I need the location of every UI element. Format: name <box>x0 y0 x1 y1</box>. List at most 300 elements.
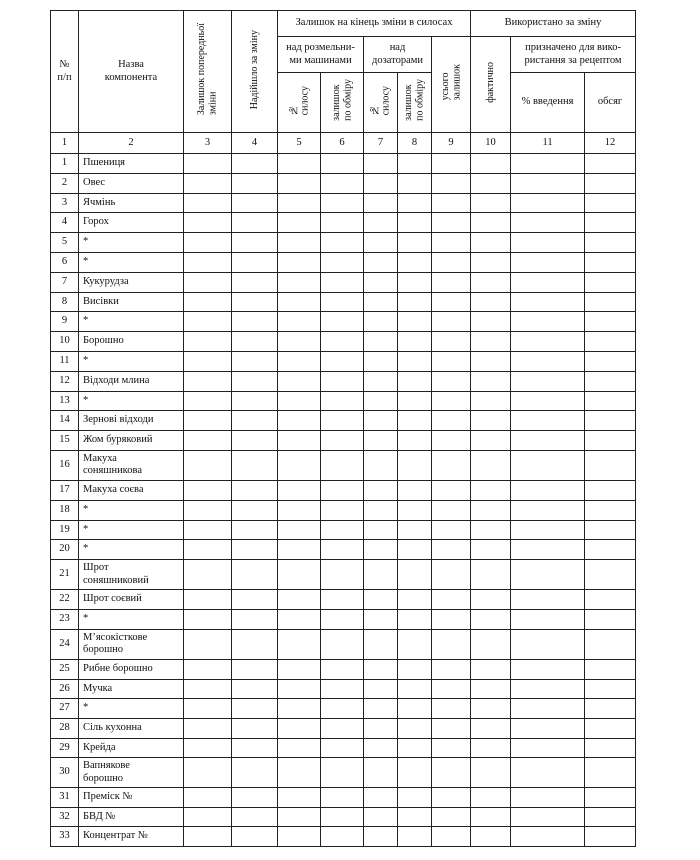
entry-cell[interactable] <box>321 699 364 719</box>
entry-cell[interactable] <box>232 173 278 193</box>
entry-cell[interactable] <box>321 807 364 827</box>
entry-cell[interactable] <box>364 590 398 610</box>
entry-cell[interactable] <box>321 659 364 679</box>
entry-cell[interactable] <box>278 590 321 610</box>
entry-cell[interactable] <box>321 312 364 332</box>
entry-cell[interactable] <box>432 699 471 719</box>
entry-cell[interactable] <box>184 560 232 590</box>
entry-cell[interactable] <box>321 590 364 610</box>
entry-cell[interactable] <box>364 540 398 560</box>
entry-cell[interactable] <box>471 351 511 371</box>
entry-cell[interactable] <box>184 659 232 679</box>
entry-cell[interactable] <box>398 371 432 391</box>
entry-cell[interactable] <box>278 827 321 847</box>
entry-cell[interactable] <box>321 480 364 500</box>
entry-cell[interactable] <box>471 391 511 411</box>
entry-cell[interactable] <box>585 371 636 391</box>
entry-cell[interactable] <box>585 450 636 480</box>
entry-cell[interactable] <box>585 154 636 174</box>
entry-cell[interactable] <box>321 520 364 540</box>
entry-cell[interactable] <box>364 154 398 174</box>
entry-cell[interactable] <box>432 252 471 272</box>
entry-cell[interactable] <box>585 758 636 788</box>
entry-cell[interactable] <box>471 540 511 560</box>
entry-cell[interactable] <box>278 431 321 451</box>
entry-cell[interactable] <box>511 500 585 520</box>
entry-cell[interactable] <box>471 629 511 659</box>
entry-cell[interactable] <box>232 431 278 451</box>
entry-cell[interactable] <box>471 679 511 699</box>
entry-cell[interactable] <box>321 560 364 590</box>
entry-cell[interactable] <box>184 788 232 808</box>
entry-cell[interactable] <box>278 233 321 253</box>
entry-cell[interactable] <box>471 173 511 193</box>
entry-cell[interactable] <box>321 233 364 253</box>
entry-cell[interactable] <box>184 827 232 847</box>
entry-cell[interactable] <box>432 213 471 233</box>
entry-cell[interactable] <box>278 272 321 292</box>
entry-cell[interactable] <box>471 371 511 391</box>
entry-cell[interactable] <box>432 788 471 808</box>
entry-cell[interactable] <box>232 827 278 847</box>
entry-cell[interactable] <box>278 738 321 758</box>
entry-cell[interactable] <box>398 827 432 847</box>
entry-cell[interactable] <box>232 679 278 699</box>
entry-cell[interactable] <box>364 351 398 371</box>
entry-cell[interactable] <box>471 520 511 540</box>
entry-cell[interactable] <box>585 699 636 719</box>
entry-cell[interactable] <box>585 659 636 679</box>
entry-cell[interactable] <box>232 738 278 758</box>
entry-cell[interactable] <box>232 609 278 629</box>
entry-cell[interactable] <box>398 154 432 174</box>
entry-cell[interactable] <box>364 758 398 788</box>
entry-cell[interactable] <box>278 351 321 371</box>
entry-cell[interactable] <box>471 807 511 827</box>
entry-cell[interactable] <box>321 292 364 312</box>
entry-cell[interactable] <box>471 154 511 174</box>
entry-cell[interactable] <box>585 679 636 699</box>
entry-cell[interactable] <box>232 699 278 719</box>
entry-cell[interactable] <box>184 758 232 788</box>
entry-cell[interactable] <box>585 520 636 540</box>
entry-cell[interactable] <box>321 154 364 174</box>
entry-cell[interactable] <box>278 332 321 352</box>
entry-cell[interactable] <box>364 252 398 272</box>
entry-cell[interactable] <box>184 520 232 540</box>
entry-cell[interactable] <box>432 351 471 371</box>
entry-cell[interactable] <box>278 699 321 719</box>
entry-cell[interactable] <box>184 699 232 719</box>
entry-cell[interactable] <box>232 659 278 679</box>
entry-cell[interactable] <box>398 738 432 758</box>
entry-cell[interactable] <box>278 807 321 827</box>
entry-cell[interactable] <box>278 659 321 679</box>
entry-cell[interactable] <box>432 480 471 500</box>
entry-cell[interactable] <box>278 371 321 391</box>
entry-cell[interactable] <box>398 193 432 213</box>
entry-cell[interactable] <box>471 332 511 352</box>
entry-cell[interactable] <box>184 609 232 629</box>
entry-cell[interactable] <box>585 391 636 411</box>
entry-cell[interactable] <box>432 540 471 560</box>
entry-cell[interactable] <box>585 411 636 431</box>
entry-cell[interactable] <box>585 312 636 332</box>
entry-cell[interactable] <box>364 312 398 332</box>
entry-cell[interactable] <box>398 411 432 431</box>
entry-cell[interactable] <box>398 520 432 540</box>
entry-cell[interactable] <box>398 758 432 788</box>
entry-cell[interactable] <box>511 173 585 193</box>
entry-cell[interactable] <box>364 173 398 193</box>
entry-cell[interactable] <box>184 351 232 371</box>
entry-cell[interactable] <box>321 540 364 560</box>
entry-cell[interactable] <box>278 500 321 520</box>
entry-cell[interactable] <box>511 480 585 500</box>
entry-cell[interactable] <box>364 609 398 629</box>
entry-cell[interactable] <box>511 758 585 788</box>
entry-cell[interactable] <box>232 629 278 659</box>
entry-cell[interactable] <box>232 272 278 292</box>
entry-cell[interactable] <box>585 292 636 312</box>
entry-cell[interactable] <box>364 272 398 292</box>
entry-cell[interactable] <box>321 332 364 352</box>
entry-cell[interactable] <box>232 788 278 808</box>
entry-cell[interactable] <box>585 252 636 272</box>
entry-cell[interactable] <box>321 193 364 213</box>
entry-cell[interactable] <box>278 788 321 808</box>
entry-cell[interactable] <box>321 788 364 808</box>
entry-cell[interactable] <box>364 391 398 411</box>
entry-cell[interactable] <box>432 292 471 312</box>
entry-cell[interactable] <box>511 807 585 827</box>
entry-cell[interactable] <box>232 758 278 788</box>
entry-cell[interactable] <box>364 450 398 480</box>
entry-cell[interactable] <box>232 312 278 332</box>
entry-cell[interactable] <box>364 719 398 739</box>
entry-cell[interactable] <box>432 173 471 193</box>
entry-cell[interactable] <box>184 590 232 610</box>
entry-cell[interactable] <box>184 480 232 500</box>
entry-cell[interactable] <box>398 659 432 679</box>
entry-cell[interactable] <box>232 450 278 480</box>
entry-cell[interactable] <box>232 252 278 272</box>
entry-cell[interactable] <box>398 807 432 827</box>
entry-cell[interactable] <box>364 480 398 500</box>
entry-cell[interactable] <box>432 807 471 827</box>
entry-cell[interactable] <box>398 560 432 590</box>
entry-cell[interactable] <box>432 154 471 174</box>
entry-cell[interactable] <box>432 500 471 520</box>
entry-cell[interactable] <box>511 520 585 540</box>
entry-cell[interactable] <box>471 590 511 610</box>
entry-cell[interactable] <box>184 312 232 332</box>
entry-cell[interactable] <box>321 450 364 480</box>
entry-cell[interactable] <box>432 431 471 451</box>
entry-cell[interactable] <box>184 738 232 758</box>
entry-cell[interactable] <box>398 609 432 629</box>
entry-cell[interactable] <box>585 332 636 352</box>
entry-cell[interactable] <box>511 788 585 808</box>
entry-cell[interactable] <box>511 738 585 758</box>
entry-cell[interactable] <box>511 332 585 352</box>
entry-cell[interactable] <box>232 154 278 174</box>
entry-cell[interactable] <box>232 480 278 500</box>
entry-cell[interactable] <box>232 351 278 371</box>
entry-cell[interactable] <box>364 292 398 312</box>
entry-cell[interactable] <box>364 332 398 352</box>
entry-cell[interactable] <box>184 807 232 827</box>
entry-cell[interactable] <box>511 719 585 739</box>
entry-cell[interactable] <box>398 351 432 371</box>
entry-cell[interactable] <box>184 292 232 312</box>
entry-cell[interactable] <box>321 431 364 451</box>
entry-cell[interactable] <box>511 154 585 174</box>
entry-cell[interactable] <box>398 679 432 699</box>
entry-cell[interactable] <box>471 758 511 788</box>
entry-cell[interactable] <box>398 480 432 500</box>
entry-cell[interactable] <box>364 629 398 659</box>
entry-cell[interactable] <box>232 213 278 233</box>
entry-cell[interactable] <box>471 312 511 332</box>
entry-cell[interactable] <box>232 391 278 411</box>
entry-cell[interactable] <box>432 371 471 391</box>
entry-cell[interactable] <box>184 371 232 391</box>
entry-cell[interactable] <box>398 292 432 312</box>
entry-cell[interactable] <box>585 213 636 233</box>
entry-cell[interactable] <box>511 431 585 451</box>
entry-cell[interactable] <box>321 213 364 233</box>
entry-cell[interactable] <box>432 332 471 352</box>
entry-cell[interactable] <box>511 699 585 719</box>
entry-cell[interactable] <box>511 233 585 253</box>
entry-cell[interactable] <box>511 252 585 272</box>
entry-cell[interactable] <box>321 272 364 292</box>
entry-cell[interactable] <box>471 827 511 847</box>
entry-cell[interactable] <box>585 480 636 500</box>
entry-cell[interactable] <box>364 213 398 233</box>
entry-cell[interactable] <box>278 520 321 540</box>
entry-cell[interactable] <box>398 500 432 520</box>
entry-cell[interactable] <box>278 480 321 500</box>
entry-cell[interactable] <box>511 272 585 292</box>
entry-cell[interactable] <box>321 679 364 699</box>
entry-cell[interactable] <box>364 520 398 540</box>
entry-cell[interactable] <box>471 213 511 233</box>
entry-cell[interactable] <box>184 233 232 253</box>
entry-cell[interactable] <box>321 758 364 788</box>
entry-cell[interactable] <box>364 738 398 758</box>
entry-cell[interactable] <box>278 173 321 193</box>
entry-cell[interactable] <box>398 450 432 480</box>
entry-cell[interactable] <box>511 411 585 431</box>
entry-cell[interactable] <box>398 431 432 451</box>
entry-cell[interactable] <box>232 411 278 431</box>
entry-cell[interactable] <box>278 758 321 788</box>
entry-cell[interactable] <box>432 629 471 659</box>
entry-cell[interactable] <box>432 738 471 758</box>
entry-cell[interactable] <box>184 154 232 174</box>
entry-cell[interactable] <box>585 807 636 827</box>
entry-cell[interactable] <box>585 560 636 590</box>
entry-cell[interactable] <box>278 609 321 629</box>
entry-cell[interactable] <box>471 500 511 520</box>
entry-cell[interactable] <box>278 540 321 560</box>
entry-cell[interactable] <box>585 173 636 193</box>
entry-cell[interactable] <box>184 411 232 431</box>
entry-cell[interactable] <box>321 371 364 391</box>
entry-cell[interactable] <box>364 193 398 213</box>
entry-cell[interactable] <box>321 411 364 431</box>
entry-cell[interactable] <box>184 332 232 352</box>
entry-cell[interactable] <box>471 738 511 758</box>
entry-cell[interactable] <box>471 233 511 253</box>
entry-cell[interactable] <box>432 659 471 679</box>
entry-cell[interactable] <box>278 629 321 659</box>
entry-cell[interactable] <box>398 272 432 292</box>
entry-cell[interactable] <box>184 629 232 659</box>
entry-cell[interactable] <box>232 807 278 827</box>
entry-cell[interactable] <box>432 391 471 411</box>
entry-cell[interactable] <box>432 827 471 847</box>
entry-cell[interactable] <box>471 699 511 719</box>
entry-cell[interactable] <box>511 351 585 371</box>
entry-cell[interactable] <box>364 659 398 679</box>
entry-cell[interactable] <box>278 391 321 411</box>
entry-cell[interactable] <box>432 193 471 213</box>
entry-cell[interactable] <box>511 827 585 847</box>
entry-cell[interactable] <box>321 500 364 520</box>
entry-cell[interactable] <box>585 738 636 758</box>
entry-cell[interactable] <box>184 540 232 560</box>
entry-cell[interactable] <box>471 659 511 679</box>
entry-cell[interactable] <box>432 272 471 292</box>
entry-cell[interactable] <box>398 252 432 272</box>
entry-cell[interactable] <box>184 272 232 292</box>
entry-cell[interactable] <box>184 450 232 480</box>
entry-cell[interactable] <box>398 629 432 659</box>
entry-cell[interactable] <box>432 450 471 480</box>
entry-cell[interactable] <box>585 609 636 629</box>
entry-cell[interactable] <box>184 193 232 213</box>
entry-cell[interactable] <box>364 500 398 520</box>
entry-cell[interactable] <box>278 292 321 312</box>
entry-cell[interactable] <box>471 272 511 292</box>
entry-cell[interactable] <box>232 332 278 352</box>
entry-cell[interactable] <box>585 719 636 739</box>
entry-cell[interactable] <box>432 758 471 788</box>
entry-cell[interactable] <box>511 450 585 480</box>
entry-cell[interactable] <box>511 659 585 679</box>
entry-cell[interactable] <box>432 609 471 629</box>
entry-cell[interactable] <box>321 609 364 629</box>
entry-cell[interactable] <box>278 450 321 480</box>
entry-cell[interactable] <box>585 629 636 659</box>
entry-cell[interactable] <box>585 351 636 371</box>
entry-cell[interactable] <box>398 233 432 253</box>
entry-cell[interactable] <box>184 431 232 451</box>
entry-cell[interactable] <box>321 719 364 739</box>
entry-cell[interactable] <box>511 560 585 590</box>
entry-cell[interactable] <box>511 391 585 411</box>
entry-cell[interactable] <box>364 788 398 808</box>
entry-cell[interactable] <box>278 560 321 590</box>
entry-cell[interactable] <box>232 500 278 520</box>
entry-cell[interactable] <box>232 233 278 253</box>
entry-cell[interactable] <box>511 590 585 610</box>
entry-cell[interactable] <box>278 154 321 174</box>
entry-cell[interactable] <box>511 213 585 233</box>
entry-cell[interactable] <box>321 351 364 371</box>
entry-cell[interactable] <box>364 699 398 719</box>
entry-cell[interactable] <box>232 540 278 560</box>
entry-cell[interactable] <box>232 520 278 540</box>
entry-cell[interactable] <box>321 173 364 193</box>
entry-cell[interactable] <box>585 590 636 610</box>
entry-cell[interactable] <box>398 719 432 739</box>
entry-cell[interactable] <box>432 520 471 540</box>
entry-cell[interactable] <box>278 411 321 431</box>
entry-cell[interactable] <box>232 292 278 312</box>
entry-cell[interactable] <box>432 233 471 253</box>
entry-cell[interactable] <box>398 173 432 193</box>
entry-cell[interactable] <box>398 540 432 560</box>
entry-cell[interactable] <box>471 252 511 272</box>
entry-cell[interactable] <box>184 173 232 193</box>
entry-cell[interactable] <box>585 827 636 847</box>
entry-cell[interactable] <box>398 590 432 610</box>
entry-cell[interactable] <box>471 788 511 808</box>
entry-cell[interactable] <box>278 252 321 272</box>
entry-cell[interactable] <box>511 679 585 699</box>
entry-cell[interactable] <box>471 609 511 629</box>
entry-cell[interactable] <box>511 540 585 560</box>
entry-cell[interactable] <box>232 193 278 213</box>
entry-cell[interactable] <box>585 193 636 213</box>
entry-cell[interactable] <box>432 719 471 739</box>
entry-cell[interactable] <box>184 500 232 520</box>
entry-cell[interactable] <box>471 450 511 480</box>
entry-cell[interactable] <box>364 827 398 847</box>
entry-cell[interactable] <box>585 233 636 253</box>
entry-cell[interactable] <box>364 807 398 827</box>
entry-cell[interactable] <box>398 699 432 719</box>
entry-cell[interactable] <box>278 213 321 233</box>
entry-cell[interactable] <box>184 252 232 272</box>
entry-cell[interactable] <box>471 719 511 739</box>
entry-cell[interactable] <box>232 719 278 739</box>
entry-cell[interactable] <box>278 193 321 213</box>
entry-cell[interactable] <box>471 292 511 312</box>
entry-cell[interactable] <box>432 312 471 332</box>
entry-cell[interactable] <box>585 540 636 560</box>
entry-cell[interactable] <box>232 371 278 391</box>
entry-cell[interactable] <box>511 193 585 213</box>
entry-cell[interactable] <box>398 312 432 332</box>
entry-cell[interactable] <box>471 560 511 590</box>
entry-cell[interactable] <box>364 679 398 699</box>
entry-cell[interactable] <box>511 292 585 312</box>
entry-cell[interactable] <box>321 391 364 411</box>
entry-cell[interactable] <box>432 590 471 610</box>
entry-cell[interactable] <box>471 193 511 213</box>
entry-cell[interactable] <box>232 590 278 610</box>
entry-cell[interactable] <box>184 679 232 699</box>
entry-cell[interactable] <box>471 431 511 451</box>
entry-cell[interactable] <box>321 827 364 847</box>
entry-cell[interactable] <box>184 391 232 411</box>
entry-cell[interactable] <box>184 213 232 233</box>
